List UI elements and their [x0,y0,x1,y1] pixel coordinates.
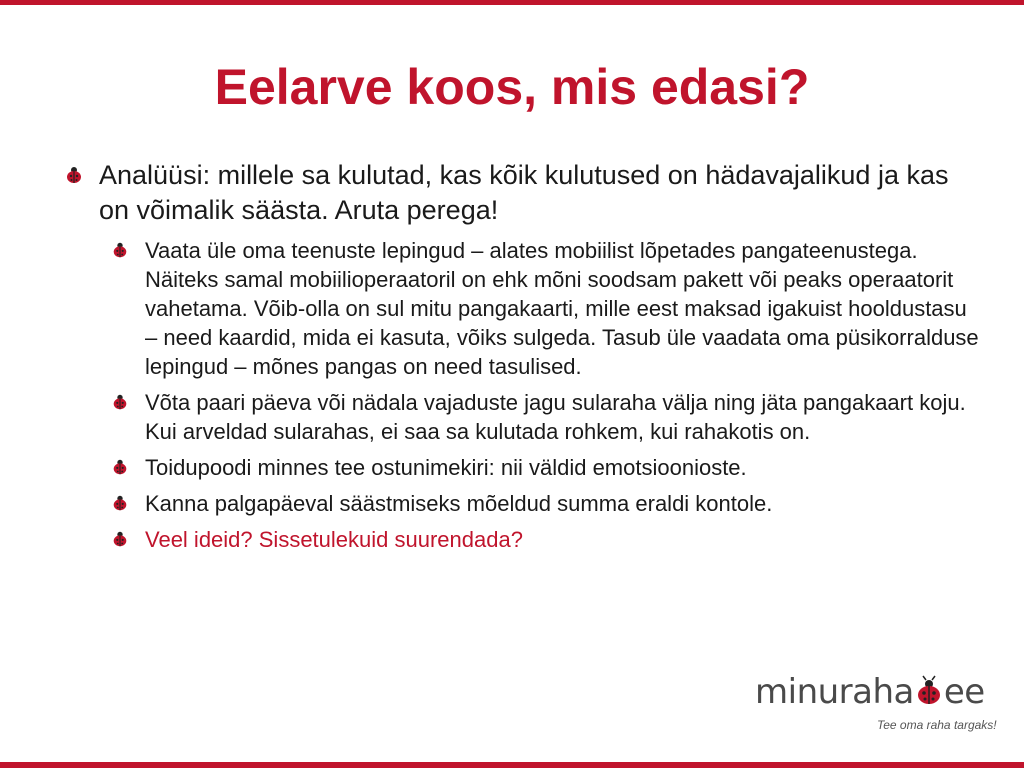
slide-content [62,158,982,561]
logo-tagline: Tee oma raha targaks! [877,718,997,732]
ladybug-bullet-icon [64,165,84,185]
bullet-text: Veel ideid? Sissetulekuid suurendada? [145,527,523,552]
logo-text-right: ee [943,672,985,712]
ladybug-bullet-icon [111,241,129,259]
sub-bullet-list [108,236,982,554]
bullet-text: Toidupoodi minnes tee ostunimekiri: nii väldid emotsioonioste. [145,455,747,480]
logo-wordmark [755,672,995,712]
bullet-item-level2 [108,489,982,518]
ladybug-bullet-icon [111,494,129,512]
minuraha-logo [755,672,995,742]
bullet-text: Kanna palgapäeval säästmiseks mõeldud summa eraldi kontole. [145,491,773,516]
bullet-text: Võta paari päeva või nädala vajaduste jagu sularaha välja ning jäta pangakaart koju. Kui arveldad sularahas, ei saa sa kulutada rohkem, kui rahakotis on. [145,390,966,444]
ladybug-bullet-icon [111,458,129,476]
bullet-text: Analüüsi: millele sa kulutad, kas kõik kulutused on hädavajalikud ja kas on võimalik säästa. Aruta perega! [99,160,949,225]
top-accent-rule [0,0,1024,5]
bullet-item-level2 [108,388,982,446]
ladybug-icon [915,673,943,707]
bullet-item-level2 [108,453,982,482]
ladybug-bullet-icon [111,393,129,411]
bullet-item-level2-highlight [108,525,982,554]
slide-title: Eelarve koos, mis edasi? [214,59,810,115]
bullet-item-level1 [62,158,982,228]
bullet-text: Vaata üle oma teenuste lepingud – alates mobiilist lõpetades pangateenustega. Näiteks samal mobiilioperaatoril on ehk mõni soodsam pakett või peaks operaatorit vahetama. Võib-olla on sul mitu pangakaarti, mille eest maksad igakuist hooldustasu – need kaardid, mida ei kasuta, võiks sulgeda. Tasub üle vaadata oma püsikorralduse lepingud – mõnes pangas on need tasulised. [145,238,979,379]
bullet-item-level2 [108,236,982,381]
logo-text-left: minuraha [755,672,914,712]
bottom-accent-rule [0,762,1024,768]
ladybug-bullet-icon [111,530,129,548]
